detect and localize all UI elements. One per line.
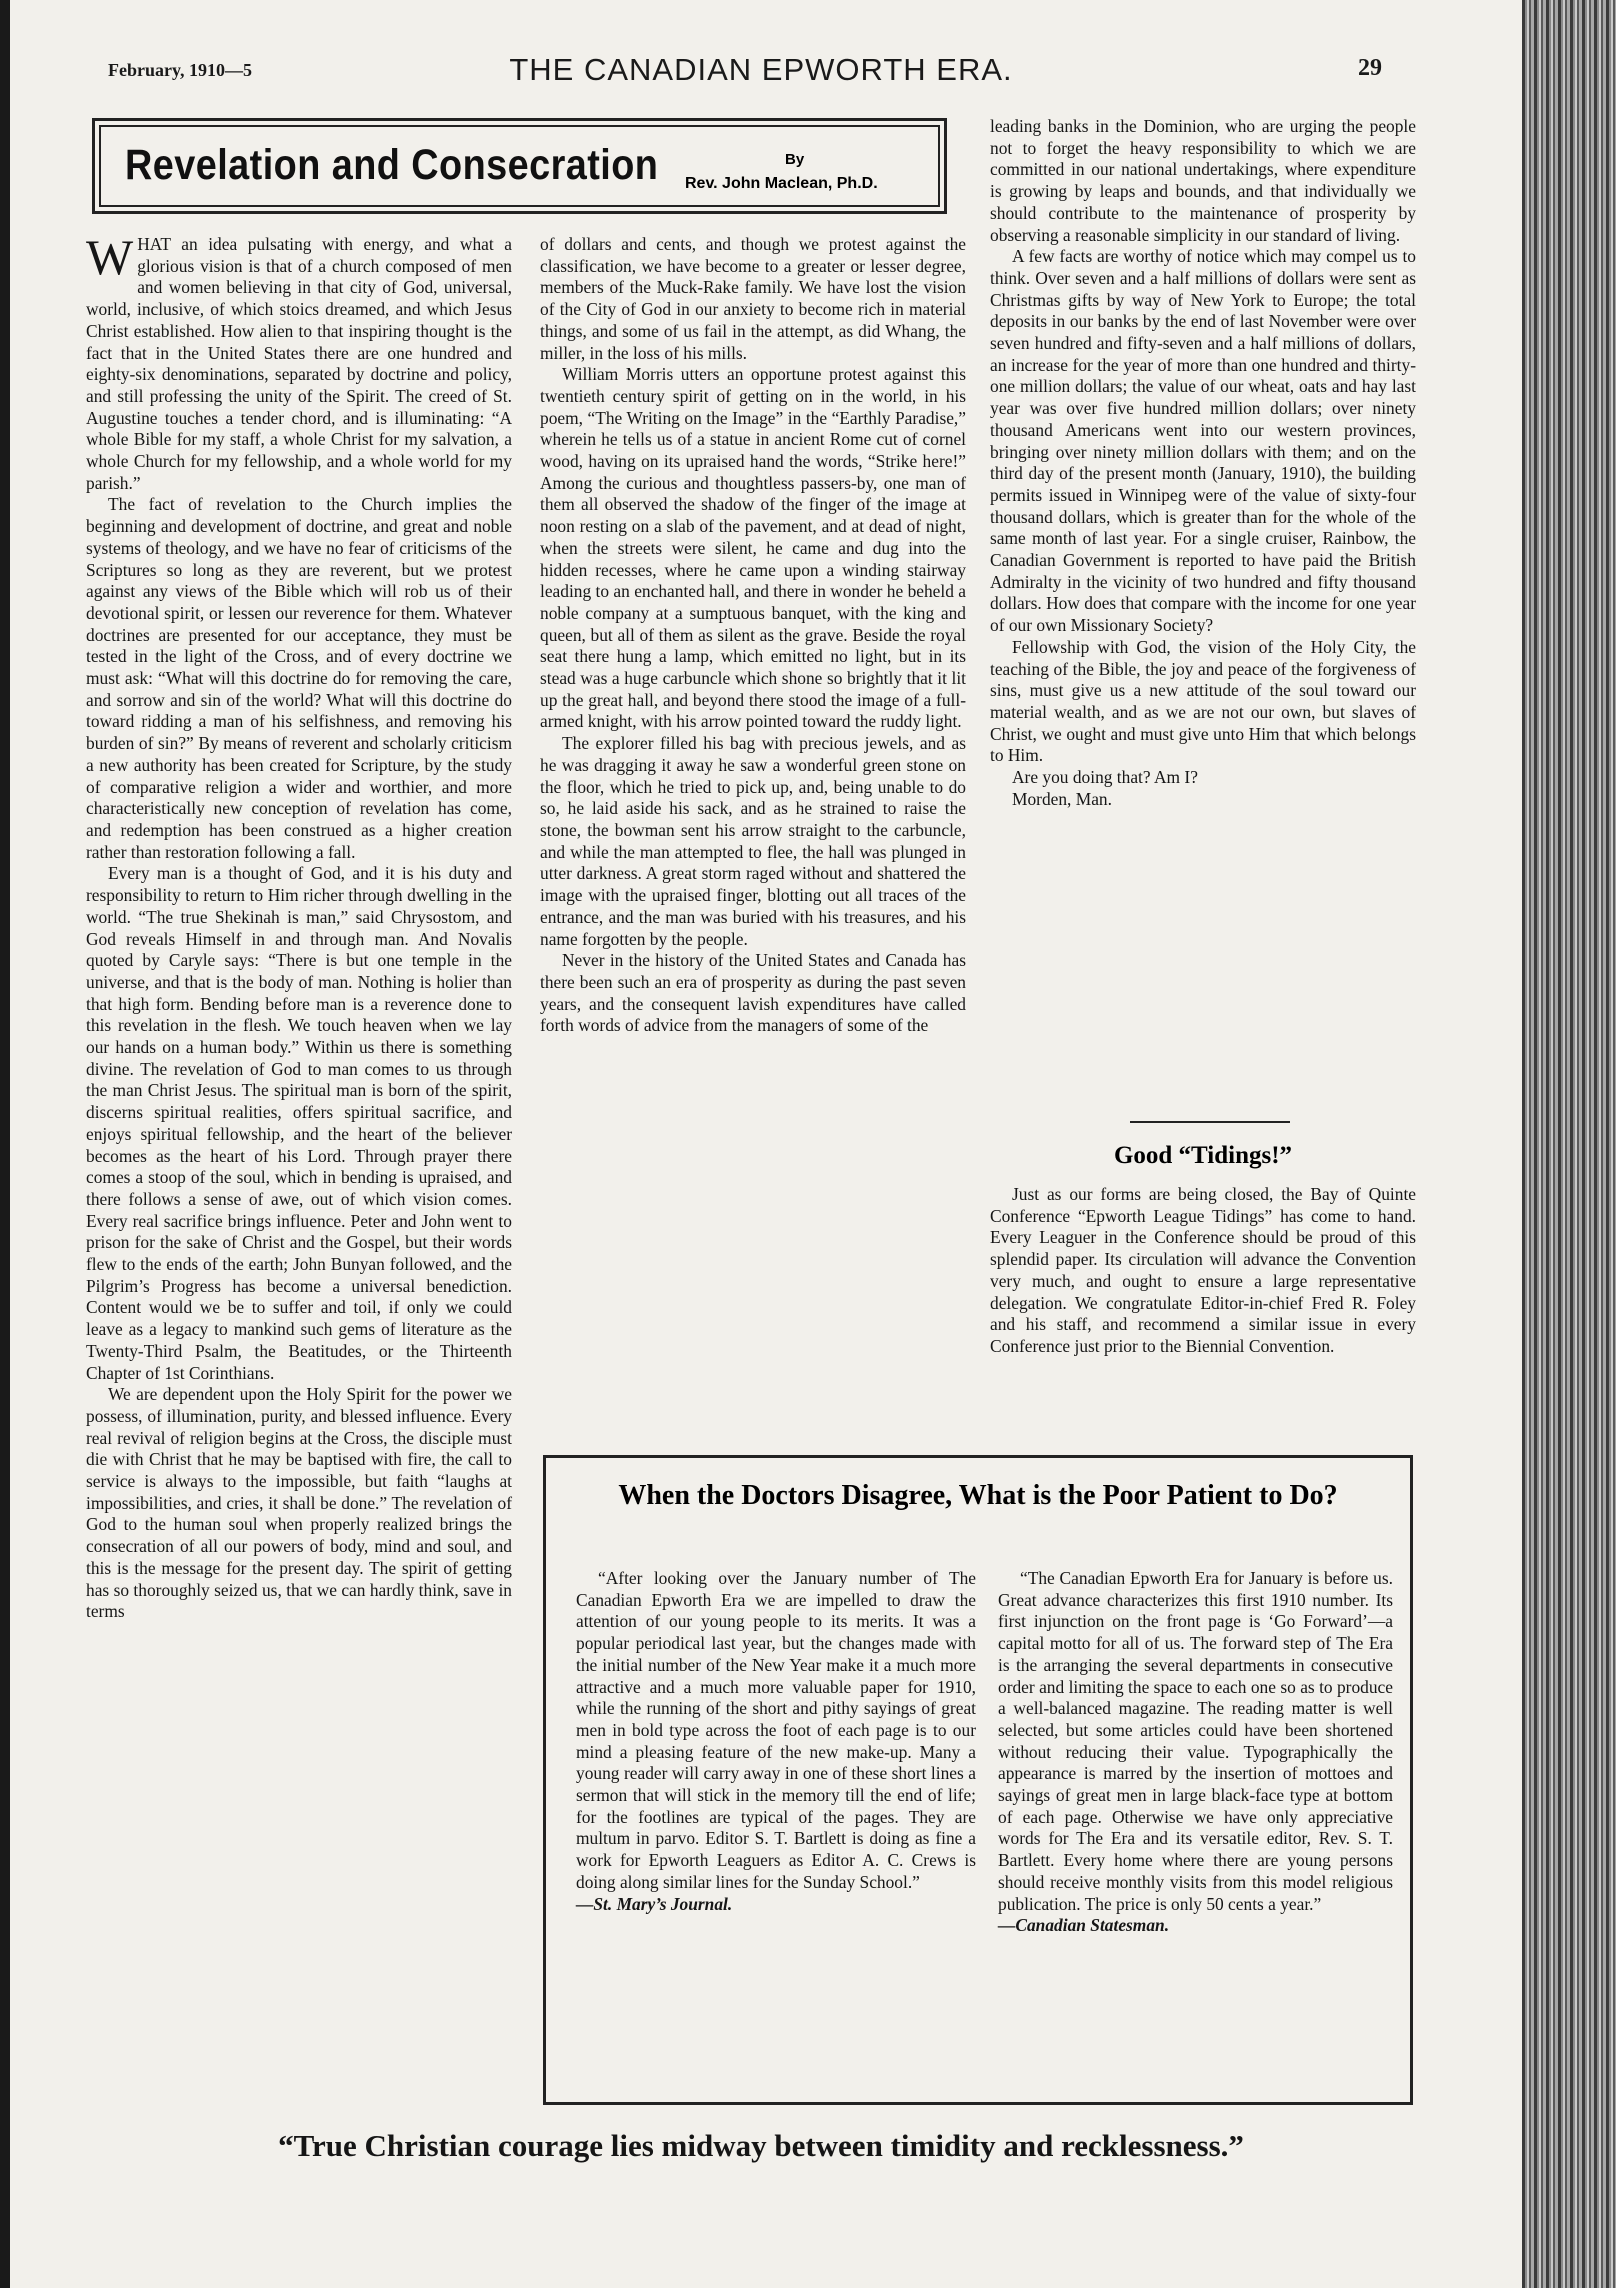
section-divider [1130,1121,1290,1123]
quote-text: “The Canadian Epworth Era for January is before us. Great advance characterizes this first 1910 number. Its first injunction on the front page is ‘Go Forward’—a capital motto for all of us. The forward step of The Era is the arranging the several departments in consecutive order and limiting the space to each one so as to produce a well-balanced magazine. The reading matter is well selected, but some articles could have been shortened without reducing their value. Typographically the appearance is marred by the insertion of mottoes and sayings of great men in large black-face type at bottom of each page. Otherwise we have only appreciative words for The Era and its versatile editor, Rev. S. T. Bartlett. Every home where there are young persons should receive monthly visits from this model religious publication. The price is only 50 cents a year.” [998,1568,1393,1914]
article-column-2 [540,234,966,1037]
journal-title: THE CANADIAN EPWORTH ERA. [509,52,1013,87]
quote-st-marys [576,1568,976,1915]
article-paragraph: The fact of revelation to the Church implies the beginning and development of doctrine, and great and noble systems of theology, and we have no fear of criticisms of the Scriptures so long as they are reverent, but we protest against any views of the Bible which will rob us of their devotional spirit, or lessen our reverence for them. Whatever doctrines are presented for our acceptance, they must be tested in the light of the Cross, and of every doctrine we must ask: “What will this doctrine do for removing the care, and sorrow and sin of the world? What will this doctrine do toward ridding a man of his selfishness, and removing his burden of sin?” By means of reverent and scholarly criticism a new authority has been created for Scripture, by the study of comparative religion a wider and worthier, and more characteristically new conception of revelation has come, and redemption has been construed as a higher creation rather than restoration following a fall. [86,494,512,862]
article-paragraph: leading banks in the Dominion, who are urging the people not to forget the heavy responsibility to which we are committed in our national undertakings, where expenditure is growing by leaps and bounds, and that individually we should contribute to the maintenance of prosperity by observing a reasonable simplicity in our standard of living. [990,116,1416,245]
article-author: Rev. John Maclean, Ph.D. [685,175,878,192]
quote-source: —St. Mary’s Journal. [576,1893,733,1914]
doctors-box [543,1455,1413,2105]
article-paragraph: Fellowship with God, the vision of the Holy City, the teaching of the Bible, the joy and peace of the forgiveness of sins, must give us a new attitude of the soul toward our material wealth, and as we are not our own, but slaves of Christ, we ought and must give unto Him that which belongs to Him. [990,636,1416,766]
scan-left-edge [0,0,10,2288]
article-paragraph: William Morris utters an opportune protest against this twentieth century spirit of getting on in the world, in his poem, “The Writing on the Image” in the “Earthly Paradise,” wherein he tells us of a statue in ancient Rome cut of cornel wood, having on its upraised hand the words, “Strike here!” Among the curious and thoughtless passers-by, one man of them all observed the shadow of the finger of the image at noon resting on a slab of the pavement, and at dead of night, when the streets were silent, he came and dug into the hidden recesses, where he came upon a winding stairway leading to an enchanted hall, and there in wonder he beheld a noble company at a sumptuous banquet, with the king and queen, but all of them as silent as the grave. Beside the royal seat there hung a lamp, which emitted no light, but in its stead was a huge carbuncle which shone so brightly that it lit up the great hall, and beyond there stood the image of a full-armed knight, with his arrow pointed toward the ruddy light. [540,364,966,732]
closing-question: Are you doing that? Am I? [1012,767,1198,788]
article-title: Revelation and Consecration [125,141,659,189]
drop-cap: W [86,229,134,285]
quote-canadian-statesman [998,1568,1393,1937]
tidings-heading: Good “Tidings!” [1113,1142,1293,1169]
article-column-3 [990,116,1416,811]
article-paragraph: WHAT an idea pulsating with energy, and what a glorious vision is that of a church composed of men and women believing in that city of God, universal, world, inclusive, of which stoics dreamed, and which Jesus Christ established. How alien to that inspiring thought is the fact that in the United States there are one hundred and eighty-six denominations, separated by doctrine and policy, and still professing the unity of the Spirit. The creed of St. Augustine touches a tender chord, and is illuminating: “A whole Bible for my staff, a whole Christ for my salvation, a whole Church for my fellowship, and a whole world for my parish.” [86,229,512,493]
article-place: Morden, Man. [1012,788,1112,809]
article-column-1 [86,229,512,1623]
tidings-body [990,1184,1416,1358]
article-title-box [92,118,947,214]
page-number: 29 [1358,55,1382,81]
article-paragraph: Every man is a thought of God, and it is his duty and responsibility to return to Him richer through dwelling in the world. “The true Shekinah is man,” said Chrysostom, and God reveals Himself in and through man. And Novalis quoted by Caryle says: “There is but one temple in the universe, and that is the body of man. Nothing is holier than that high form. Bending before man is a reverence done to this revelation in the flesh. We touch heaven when we lay our hands on a human body.” Within us there is something divine. The revelation of God to man comes to us through the man Christ Jesus. The spiritual man is born of the spirit, discerns spiritual realities, offers spiritual sacrifice, and enjoys spiritual fellowship, and the heart of the believer becomes as the heart of his Lord. Through prayer there comes a stoop of the soul, which in bending is upraised, and there follows a sense of awe, out of which vision comes. Every real sacrifice brings influence. Peter and John went to prison for the sake of Christ and the Gospel, but their words flew to the ends of the earth; John Bunyan followed, and the Pilgrim’s Progress has become a universal benediction. Content would we be to suffer and toil, if only we could leave as a legacy to mankind such gems of literature as the Twenty-Third Psalm, the Beatitudes, or the Thirteenth Chapter of 1st Corinthians. [86,863,512,1383]
article-paragraph: A few facts are worthy of notice which may compel us to think. Over seven and a half millions of dollars were sent as Christmas gifts by way of New York to Europe; the total deposits in our banks by the end of last November were over seven hundred and fifty-seven and a half millions of dollars, an increase for the year of more than one hundred and thirty-one million dollars; the value of our wheat, oats and hay last year was over five hundred million dollars; over ninety thousand Americans went into our western provinces, bringing over ninety million dollars with them; and on the third day of the present month (January, 1910), the building permits issued in Winnipeg were of the value of sixty-four thousand dollars, which is greater than for the whole of the same month of last year. For a single cruiser, Rainbow, the Canadian Government is reported to have paid the British Admiralty in the vicinity of two hundred and fifty thousand dollars. How does that compare with the income for one year of our own Missionary Society? [990,246,1416,636]
article-paragraph: Never in the history of the United States and Canada has there been such an era of prosperity as during the past seven years, and the consequent lavish expenditures have called forth words of advice from the managers of some of the [540,950,966,1036]
article-paragraph: of dollars and cents, and though we protest against the classification, we have become to a greater or lesser degree, members of the Muck-Rake family. We have lost the vision of the City of God in our anxiety to become rich in material things, and some of us fail in the attempt, as did Whang, the miller, in the loss of his mills. [540,234,966,363]
doctors-heading: When the Doctors Disagree, What is the Poor Patient to Do? [618,1480,1338,1511]
issue-date: February, 1910—5 [108,60,252,80]
footer-motto: “True Christian courage lies midway between timidity and recklessness.” [278,2128,1244,2163]
quote-source: —Canadian Statesman. [998,1915,1170,1936]
book-spine [1522,0,1616,2288]
byline-by: By [785,151,805,168]
quote-text: “After looking over the January number of The Canadian Epworth Era we are impelled to draw the attention of our young people to its merits. It was a popular periodical last year, but the changes made with the initial number of the New Year make it a much more attractive and a much more valuable paper for 1910, while the running of the short and pithy sayings of great men in bold type across the foot of each page is to our mind a pleasing feature of the new make-up. Many a young reader will carry away in one of these short lines a sermon that will stick in the memory till the end of life; for the footlines are typical of the pages. They are multum in parvo. Editor S. T. Bartlett is doing as fine a work for Epworth Leaguers as Editor A. C. Crews is doing along similar lines for the Sunday School.” [576,1568,976,1892]
tidings-paragraph: Just as our forms are being closed, the Bay of Quinte Conference “Epworth League Tidings” has come to hand. Every Leaguer in the Conference should be proud of this splendid paper. Its circulation will advance the Convention very much, and ought to ensure a large representative delegation. We congratulate Editor-in-chief Fred R. Foley and his staff, and recommend a similar issue in every Conference just prior to the Biennial Convention. [990,1184,1416,1356]
article-paragraph: The explorer filled his bag with precious jewels, and as he was dragging it away he saw a wonderful green stone on the floor, which he tried to pick up, and, being unable to do so, he laid aside his sack, and as he strained to raise the stone, the bowman sent his arrow straight to the carbuncle, and while the man attempted to flee, the hall was plunged in utter darkness. A great storm raged without and shattered the image with the upraised finger, blotting out all traces of the entrance, and the man was buried with his treasures, and his name forgotten by the people. [540,733,966,949]
article-paragraph: We are dependent upon the Holy Spirit for the power we possess, of illumination, purity, and blessed influence. Every real revival of religion begins at the Cross, the disciple must die with Christ that he may be baptised with fire, the call to service is always to the impossible, but faith “laughs at impossibilities, and cries, it shall be done.” The revelation of God to the human soul when properly realized brings the consecration of all our powers of body, mind and soul, and this is the message for the present day. The spirit of getting has so thoroughly seized us, that we can hardly think, save in terms [86,1384,512,1622]
